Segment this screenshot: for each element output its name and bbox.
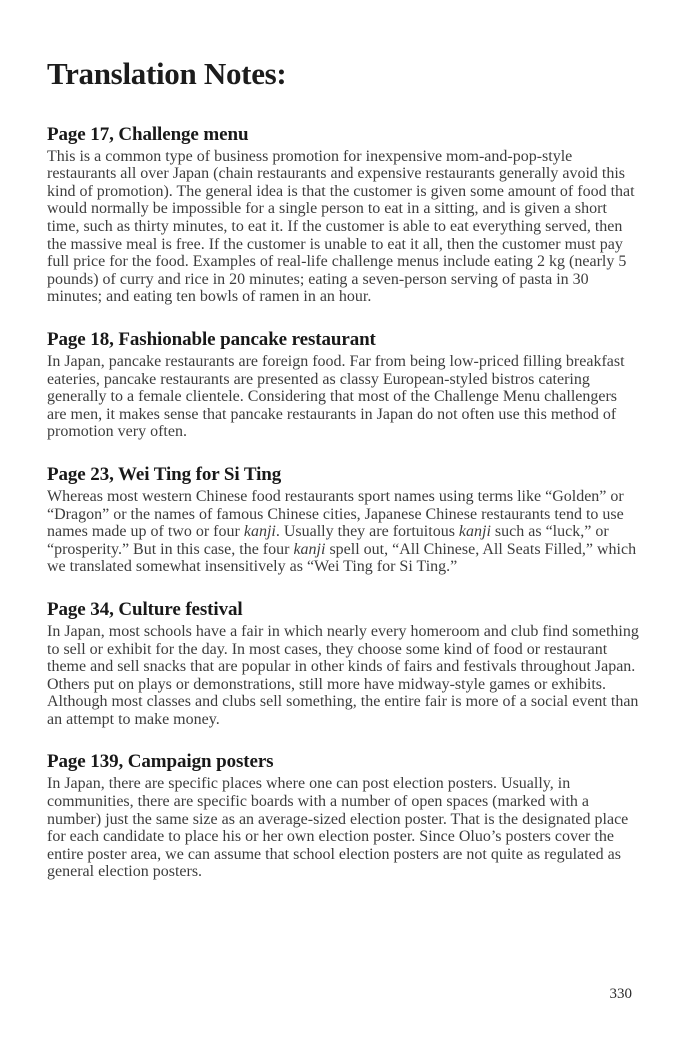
section-page-34: [47, 598, 639, 729]
section-heading: Page 139, Campaign posters: [47, 751, 274, 773]
section-body: In Japan, most schools have a fair in which nearly every homeroom and club find something to sell or exhibit for the day. In most cases, they choose some kind of food or restaurant theme and sell snacks that are popular in other kinds of fairs and festivals throughout Japan. Others put on plays or demonstrations, still more have midway-style games or exhibits. Although most classes and clubs sell something, the entire fair is more of a social event than an attempt to make money.: [47, 622, 639, 728]
section-body: Whereas most western Chinese food restaurants sport names using terms like “Golden” or “Dragon” or the names of famous Chinese cities, Japanese Chinese restaurants tend to use names made up of two or four kanji. Usually they are fortuitous kanji such as “luck,” or “prosperity.” But in this case, the four kanji spell out, “All Chinese, All Seats Filled,” which we translated somewhat insensitively as “Wei Ting for Si Ting.”: [47, 487, 637, 576]
section-body: In Japan, there are specific places where one can post election posters. Usually, in communities, there are specific boards with a number of open spaces (marked with a number) just the same size as an average-sized election poster. That is the designated place for each candidate to place his or her own election poster. Since Oluo’s posters cover the entire poster area, we can assume that school election posters are not quite as regulated as general election posters.: [47, 775, 629, 881]
section-heading: Page 18, Fashionable pancake restaurant: [47, 328, 376, 350]
section-page-23: [47, 463, 639, 576]
document-title: Translation Notes:: [47, 56, 287, 91]
page-number: 330: [609, 986, 632, 1002]
section-heading: Page 17, Challenge menu: [47, 123, 249, 145]
section-heading: Page 23, Wei Ting for Si Ting: [47, 463, 282, 485]
section-page-139: [47, 750, 639, 881]
section-body: In Japan, pancake restaurants are foreign food. Far from being low-priced filling breakfast eateries, pancake restaurants are presented as classy European-styled bistros catering generally to a female clientele. Considering that most of the Challenge Menu challengers are men, it makes sense that pancake restaurants in Japan do not often use this method of promotion very often.: [47, 352, 625, 441]
section-page-18: [47, 328, 639, 441]
section-heading: Page 34, Culture festival: [47, 598, 243, 620]
section-page-17: [47, 123, 639, 306]
section-body: This is a common type of business promotion for inexpensive mom-and-pop-style restaurants all over Japan (chain restaurants and expensive restaurants generally avoid this kind of promotion). The general idea is that the customer is given some amount of food that would normally be impossible for a single person to eat in a sitting, and is given a short time, such as thirty minutes, to eat it. If the customer is able to eat everything served, then the massive meal is free. If the customer is unable to eat it all, then the customer must pay full price for the food. Examples of real-life challenge menus include eating 2 kg (nearly 5 pounds) of curry and rice in 20 minutes; eating a seven-person serving of pasta in 30 minutes; and eating ten bowls of ramen in an hour.: [47, 147, 635, 306]
page-content: [47, 56, 639, 881]
